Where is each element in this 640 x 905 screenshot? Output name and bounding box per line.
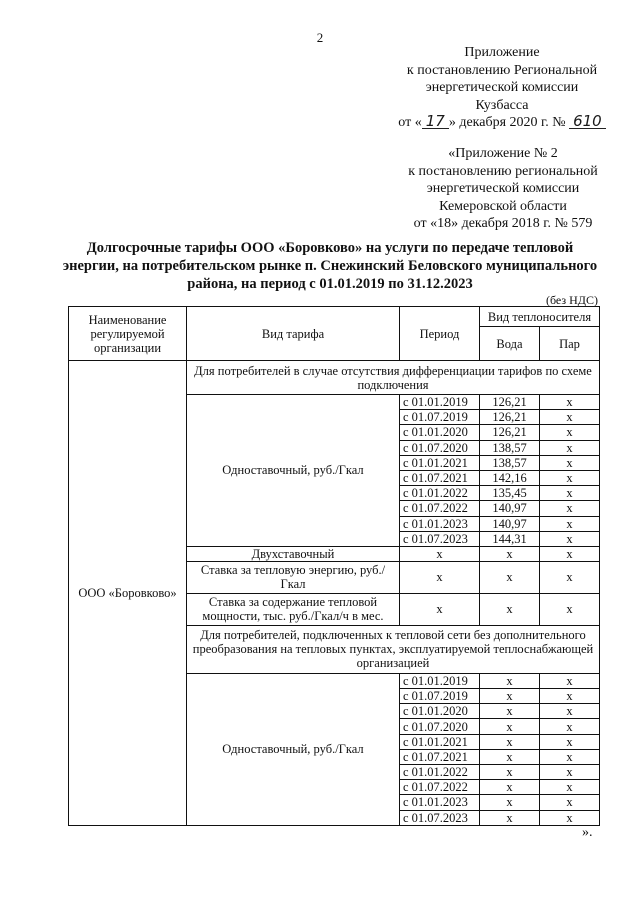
period-cell: с 01.01.2022 xyxy=(400,765,480,780)
appendix2-line-4: Кемеровской области xyxy=(439,198,567,214)
period-cell: с 01.07.2019 xyxy=(400,410,480,425)
water-cell: х xyxy=(480,734,540,749)
steam-cell: х xyxy=(540,689,600,704)
section-1-tariff-type: Одноставочный, руб./Гкал xyxy=(187,395,400,547)
date-middle: » декабря 2020 г. № xyxy=(448,115,566,130)
steam-cell: х xyxy=(540,486,600,501)
steam-cell: х xyxy=(540,593,600,625)
period-cell: х xyxy=(400,593,480,625)
water-cell: х xyxy=(480,546,540,561)
water-cell: 142,16 xyxy=(480,470,540,485)
header-water: Вода xyxy=(480,327,540,361)
header-steam: Пар xyxy=(540,327,600,361)
appendix2-line-1: «Приложение № 2 xyxy=(448,146,558,161)
tariff-label: Двухставочный xyxy=(187,546,400,561)
page-number: 2 xyxy=(316,30,324,45)
steam-cell: х xyxy=(540,719,600,734)
steam-cell: х xyxy=(540,501,600,516)
header-row-1 xyxy=(69,307,600,327)
appendix2-line-3: энергетической комиссии xyxy=(426,181,580,196)
period-cell: с 01.01.2023 xyxy=(400,795,480,810)
steam-cell: х xyxy=(540,440,600,455)
handwritten-day: 17 xyxy=(422,114,449,129)
organization-cell: ООО «Боровково» xyxy=(69,361,187,826)
appendix2-line-2: к постановлению региональной xyxy=(408,163,598,179)
appendix-header xyxy=(368,44,636,132)
period-cell: с 01.07.2022 xyxy=(400,780,480,795)
period-cell: с 01.01.2021 xyxy=(400,455,480,470)
water-cell: х xyxy=(480,704,540,719)
section-1-title-row xyxy=(69,361,600,395)
appendix-date-line xyxy=(368,114,636,132)
water-cell: х xyxy=(480,765,540,780)
header-period: Период xyxy=(400,307,480,361)
period-cell: с 01.01.2020 xyxy=(400,704,480,719)
steam-cell: х xyxy=(540,470,600,485)
period-cell: с 01.07.2023 xyxy=(400,531,480,546)
steam-cell: х xyxy=(540,410,600,425)
water-cell: 144,31 xyxy=(480,531,540,546)
water-cell: 140,97 xyxy=(480,516,540,531)
steam-cell: х xyxy=(540,795,600,810)
period-cell: с 01.07.2020 xyxy=(400,440,480,455)
appendix2-line-5: от «18» декабря 2018 г. № 579 xyxy=(413,216,593,231)
steam-cell: х xyxy=(540,734,600,749)
period-cell: с 01.01.2019 xyxy=(400,673,480,688)
water-cell: 138,57 xyxy=(480,455,540,470)
water-cell: 138,57 xyxy=(480,440,540,455)
period-cell: с 01.01.2022 xyxy=(400,486,480,501)
date-prefix: от « xyxy=(398,115,422,130)
tariff-label: Ставка за содержание тепловой мощности, тыс. руб./Гкал/ч в мес. xyxy=(187,593,400,625)
water-cell: 126,21 xyxy=(480,395,540,410)
period-cell: с 01.07.2021 xyxy=(400,749,480,764)
steam-cell: х xyxy=(540,531,600,546)
section-1-title: Для потребителей в случае отсутствия дифференциации тарифов по схеме подключения xyxy=(187,361,600,395)
document-title: Долгосрочные тарифы ООО «Боровково» на услуги по передаче тепловой энергии, на потребительском рынке п. Снежинский Беловского муниципального района, на период с 01.01.2019 по 31.12.2023 xyxy=(62,240,598,292)
period-cell: х xyxy=(400,561,480,593)
closing-mark: ». xyxy=(582,825,593,840)
appendix-line-2: к постановлению Региональной xyxy=(406,62,598,78)
section-2-title: Для потребителей, подключенных к тепловой сети без дополнительного преобразования на тепловых пунктах, эксплуатируемой теплоснабжающей организацией xyxy=(187,625,600,673)
steam-cell: х xyxy=(540,673,600,688)
steam-cell: х xyxy=(540,395,600,410)
appendix-header-2 xyxy=(378,145,628,233)
water-cell: х xyxy=(480,749,540,764)
period-cell: с 01.01.2019 xyxy=(400,395,480,410)
period-cell: с 01.07.2022 xyxy=(400,501,480,516)
appendix-line-4: Кузбасса xyxy=(475,97,529,113)
tariff-table xyxy=(68,306,600,826)
water-cell: 126,21 xyxy=(480,425,540,440)
steam-cell: х xyxy=(540,810,600,825)
header-carrier: Вид теплоносителя xyxy=(480,307,600,327)
water-cell: 126,21 xyxy=(480,410,540,425)
period-cell: с 01.01.2023 xyxy=(400,516,480,531)
water-cell: 140,97 xyxy=(480,501,540,516)
period-cell: с 01.07.2023 xyxy=(400,810,480,825)
period-cell: с 01.07.2019 xyxy=(400,689,480,704)
steam-cell: х xyxy=(540,704,600,719)
water-cell: х xyxy=(480,561,540,593)
steam-cell: х xyxy=(540,765,600,780)
steam-cell: х xyxy=(540,749,600,764)
water-cell: х xyxy=(480,593,540,625)
water-cell: х xyxy=(480,673,540,688)
header-tariff-type: Вид тарифа xyxy=(187,307,400,361)
water-cell: х xyxy=(480,780,540,795)
period-cell: с 01.01.2021 xyxy=(400,734,480,749)
appendix-line-3: энергетической комиссии xyxy=(425,80,579,95)
steam-cell: х xyxy=(540,546,600,561)
water-cell: х xyxy=(480,719,540,734)
steam-cell: х xyxy=(540,780,600,795)
water-cell: х xyxy=(480,689,540,704)
handwritten-number: 610 xyxy=(569,114,606,129)
section-2-tariff-type: Одноставочный, руб./Гкал xyxy=(187,673,400,825)
water-cell: х xyxy=(480,795,540,810)
period-cell: с 01.07.2021 xyxy=(400,470,480,485)
steam-cell: х xyxy=(540,516,600,531)
tariff-label: Ставка за тепловую энергию, руб./Гкал xyxy=(187,561,400,593)
period-cell: с 01.07.2020 xyxy=(400,719,480,734)
steam-cell: х xyxy=(540,455,600,470)
header-org: Наименование регулируемой организации xyxy=(69,307,187,361)
water-cell: 135,45 xyxy=(480,486,540,501)
steam-cell: х xyxy=(540,561,600,593)
period-cell: с 01.01.2020 xyxy=(400,425,480,440)
vat-note: (без НДС) xyxy=(545,293,598,307)
period-cell: х xyxy=(400,546,480,561)
appendix-line-1: Приложение xyxy=(464,45,540,60)
steam-cell: х xyxy=(540,425,600,440)
water-cell: х xyxy=(480,810,540,825)
